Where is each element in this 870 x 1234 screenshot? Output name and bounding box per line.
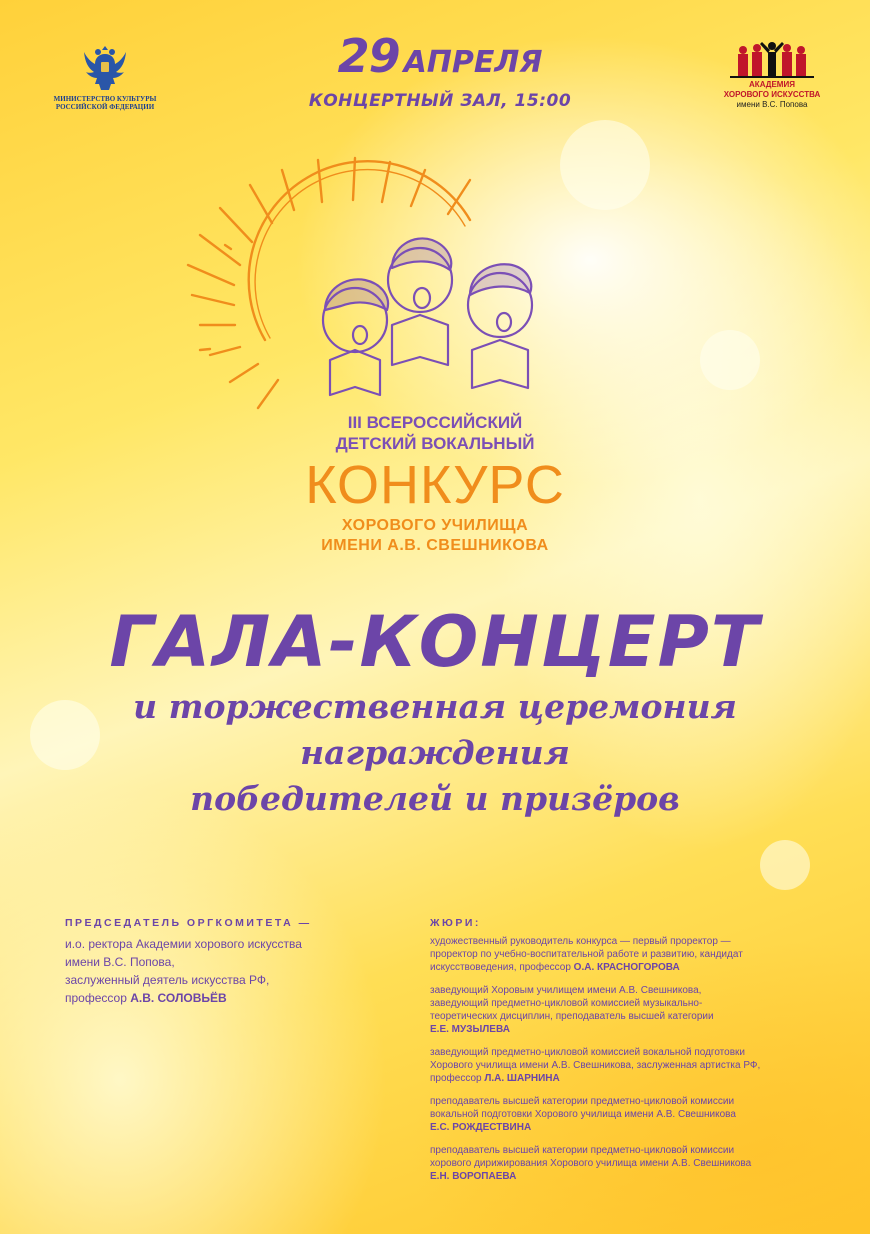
jury-member bbox=[430, 1144, 840, 1183]
org-line: имени В.С. Попова, bbox=[65, 955, 175, 969]
org-line: заслуженный деятель искусства РФ, bbox=[65, 973, 270, 987]
contest-word: КОНКУРС bbox=[305, 455, 565, 515]
jury-member-title: хорового дирижирования Хорового училища имени А.В. Свешникова bbox=[430, 1158, 752, 1169]
jury-member-name: Е.Н. ВОРОПАЕВА bbox=[430, 1171, 517, 1182]
jury-member-title-end: профессор bbox=[430, 1073, 485, 1084]
jury-member-title: художественный руководитель конкурса — первый проректор — bbox=[430, 936, 731, 947]
org-line: и.о. ректора Академии хорового искусства bbox=[65, 937, 302, 951]
event-date bbox=[300, 30, 580, 93]
jury-member bbox=[430, 984, 840, 1036]
jury-member-title: преподаватель высшей категории предметно-цикловой комиссии bbox=[430, 1145, 735, 1156]
contest-school-name: ИМЕНИ А.В. СВЕШНИКОВА bbox=[321, 537, 549, 554]
academy-name: АКАДЕМИЯ bbox=[749, 80, 795, 89]
gala-subtitle: и торжественная церемония bbox=[133, 687, 737, 726]
jury-member-title: заведующий Хоровым училищем имени А.В. Свешникова, bbox=[430, 985, 702, 996]
org-title: профессор bbox=[65, 991, 131, 1005]
jury-member-title: проректор по учебно-воспитательной работе и развитию, кандидат bbox=[430, 949, 743, 960]
event-date-block bbox=[300, 30, 580, 111]
event-venue-time: КОНЦЕРТНЫЙ ЗАЛ, 15:00 bbox=[308, 91, 572, 111]
jury-member-title: вокальной подготовки Хорового училища имени А.В. Свешникова bbox=[430, 1109, 736, 1120]
contest-title bbox=[230, 412, 640, 556]
gala-subtitle: награждения bbox=[300, 733, 570, 772]
jury-member-name: Е.Е. МУЗЫЛЕВА bbox=[430, 1024, 510, 1035]
choir-figures-icon bbox=[730, 40, 814, 78]
jury-member-title: заведующий предметно-цикловой комиссией вокальной подготовки bbox=[430, 1047, 745, 1058]
jury-member-title bbox=[430, 961, 840, 974]
jury-member-title: Хорового училища имени А.В. Свешникова, заслуженная артистка РФ, bbox=[430, 1060, 761, 1071]
event-day: 29 bbox=[337, 29, 400, 83]
jury-member-title-end: искусствоведения, профессор bbox=[430, 962, 574, 973]
jury bbox=[430, 917, 840, 1193]
light-glow bbox=[760, 840, 810, 890]
org-chair-name: А.В. СОЛОВЬЁВ bbox=[130, 991, 227, 1005]
jury-member-name: Е.С. РОЖДЕСТВИНА bbox=[430, 1122, 532, 1133]
org-line bbox=[65, 989, 385, 1007]
academy-name: ХОРОВОГО ИСКУССТВА bbox=[723, 90, 821, 99]
academy-patron: имени В.С. Попова bbox=[736, 100, 808, 109]
academy-logo bbox=[720, 40, 824, 110]
eagle-emblem-icon bbox=[82, 40, 128, 92]
ministry-line: МИНИСТЕРСТВО КУЛЬТУРЫ bbox=[53, 95, 157, 103]
contest-school: ХОРОВОГО УЧИЛИЩА bbox=[341, 517, 529, 534]
ministry-line: РОССИЙСКОЙ ФЕДЕРАЦИИ bbox=[55, 103, 155, 111]
jury-heading: ЖЮРИ: bbox=[430, 917, 481, 929]
organizing-committee bbox=[65, 917, 385, 1007]
sun-singing-children-icon bbox=[170, 150, 610, 420]
gala-title: ГАЛА-КОНЦЕРТ bbox=[109, 601, 761, 683]
jury-member bbox=[430, 1095, 840, 1134]
contest-type: ДЕТСКИЙ ВОКАЛЬНЫЙ bbox=[335, 434, 535, 453]
gala-headline bbox=[60, 600, 810, 822]
org-heading: ПРЕДСЕДАТЕЛЬ ОРГКОМИТЕТА — bbox=[65, 917, 312, 929]
gala-subtitle: победителей и призёров bbox=[190, 779, 680, 818]
ministry-logo bbox=[50, 40, 160, 111]
jury-member bbox=[430, 935, 840, 974]
event-month: АПРЕЛЯ bbox=[403, 45, 543, 80]
jury-member-title: заведующий предметно-цикловой комиссией музыкально- bbox=[430, 998, 703, 1009]
jury-member-name: Л.А. ШАРНИНА bbox=[484, 1073, 560, 1084]
jury-member bbox=[430, 1046, 840, 1085]
jury-member-title: преподаватель высшей категории предметно-цикловой комиссии bbox=[430, 1096, 735, 1107]
ministry-name bbox=[50, 95, 160, 111]
light-glow bbox=[700, 330, 760, 390]
contest-edition: III ВСЕРОССИЙСКИЙ bbox=[347, 413, 523, 432]
jury-member-title: теоретических дисциплин, преподаватель высшей категории bbox=[430, 1011, 714, 1022]
jury-member-name: О.А. КРАСНОГОРОВА bbox=[573, 962, 680, 973]
jury-member-title bbox=[430, 1072, 840, 1085]
